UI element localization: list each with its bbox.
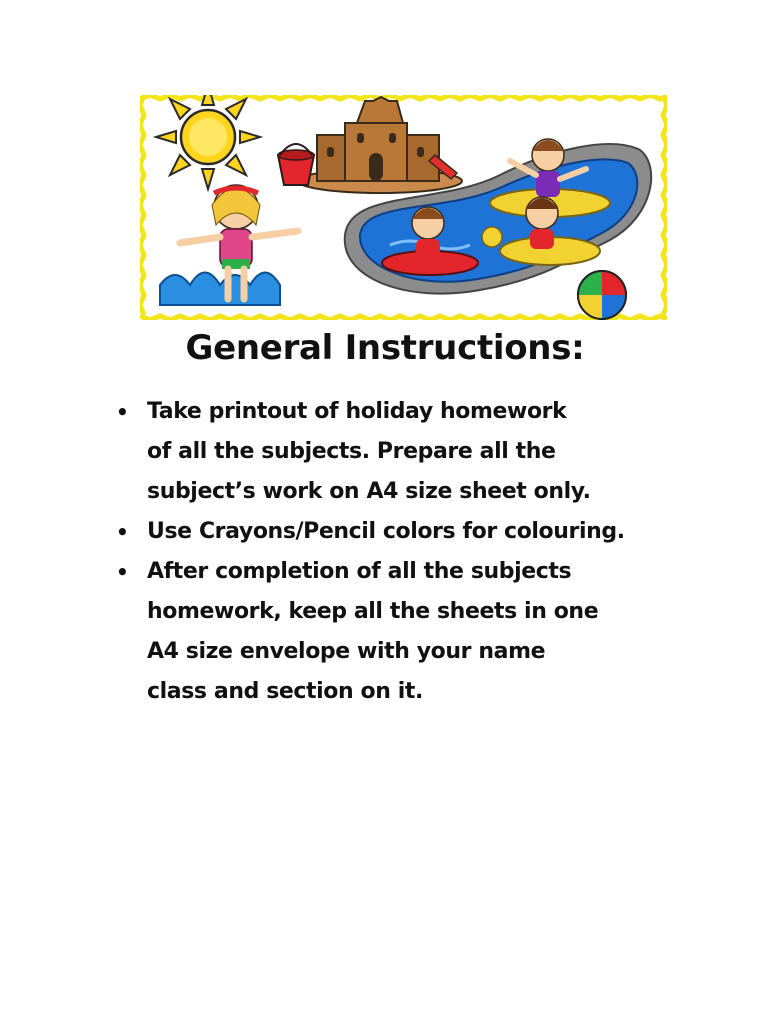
bullet-icon: • bbox=[116, 400, 129, 424]
girl-splashing-icon bbox=[160, 185, 298, 305]
bullet-icon: • bbox=[116, 520, 129, 544]
sandcastle-icon bbox=[298, 97, 462, 193]
sun-icon bbox=[156, 95, 260, 189]
instruction-line: subject’s work on A4 size sheet only. bbox=[147, 479, 591, 504]
list-item bbox=[116, 552, 625, 712]
instruction-line: Use Crayons/Pencil colors for colouring. bbox=[147, 519, 625, 544]
summer-banner-illustration bbox=[140, 95, 667, 320]
instruction-line: After completion of all the subjects bbox=[147, 559, 572, 584]
instruction-line: Take printout of holiday homework bbox=[147, 399, 567, 424]
instruction-line: homework, keep all the sheets in one bbox=[147, 599, 599, 624]
page-title: General Instructions: bbox=[185, 328, 585, 368]
list-item bbox=[116, 392, 625, 512]
instruction-line: of all the subjects. Prepare all the bbox=[147, 439, 556, 464]
beach-ball-icon bbox=[578, 271, 626, 319]
instructions-list bbox=[116, 392, 625, 712]
bucket-icon bbox=[278, 144, 314, 185]
list-item bbox=[116, 512, 625, 552]
instruction-line: A4 size envelope with your name bbox=[147, 639, 546, 664]
bullet-icon: • bbox=[116, 560, 129, 584]
summer-illustration-svg bbox=[140, 95, 667, 320]
instruction-line: class and section on it. bbox=[147, 679, 423, 704]
